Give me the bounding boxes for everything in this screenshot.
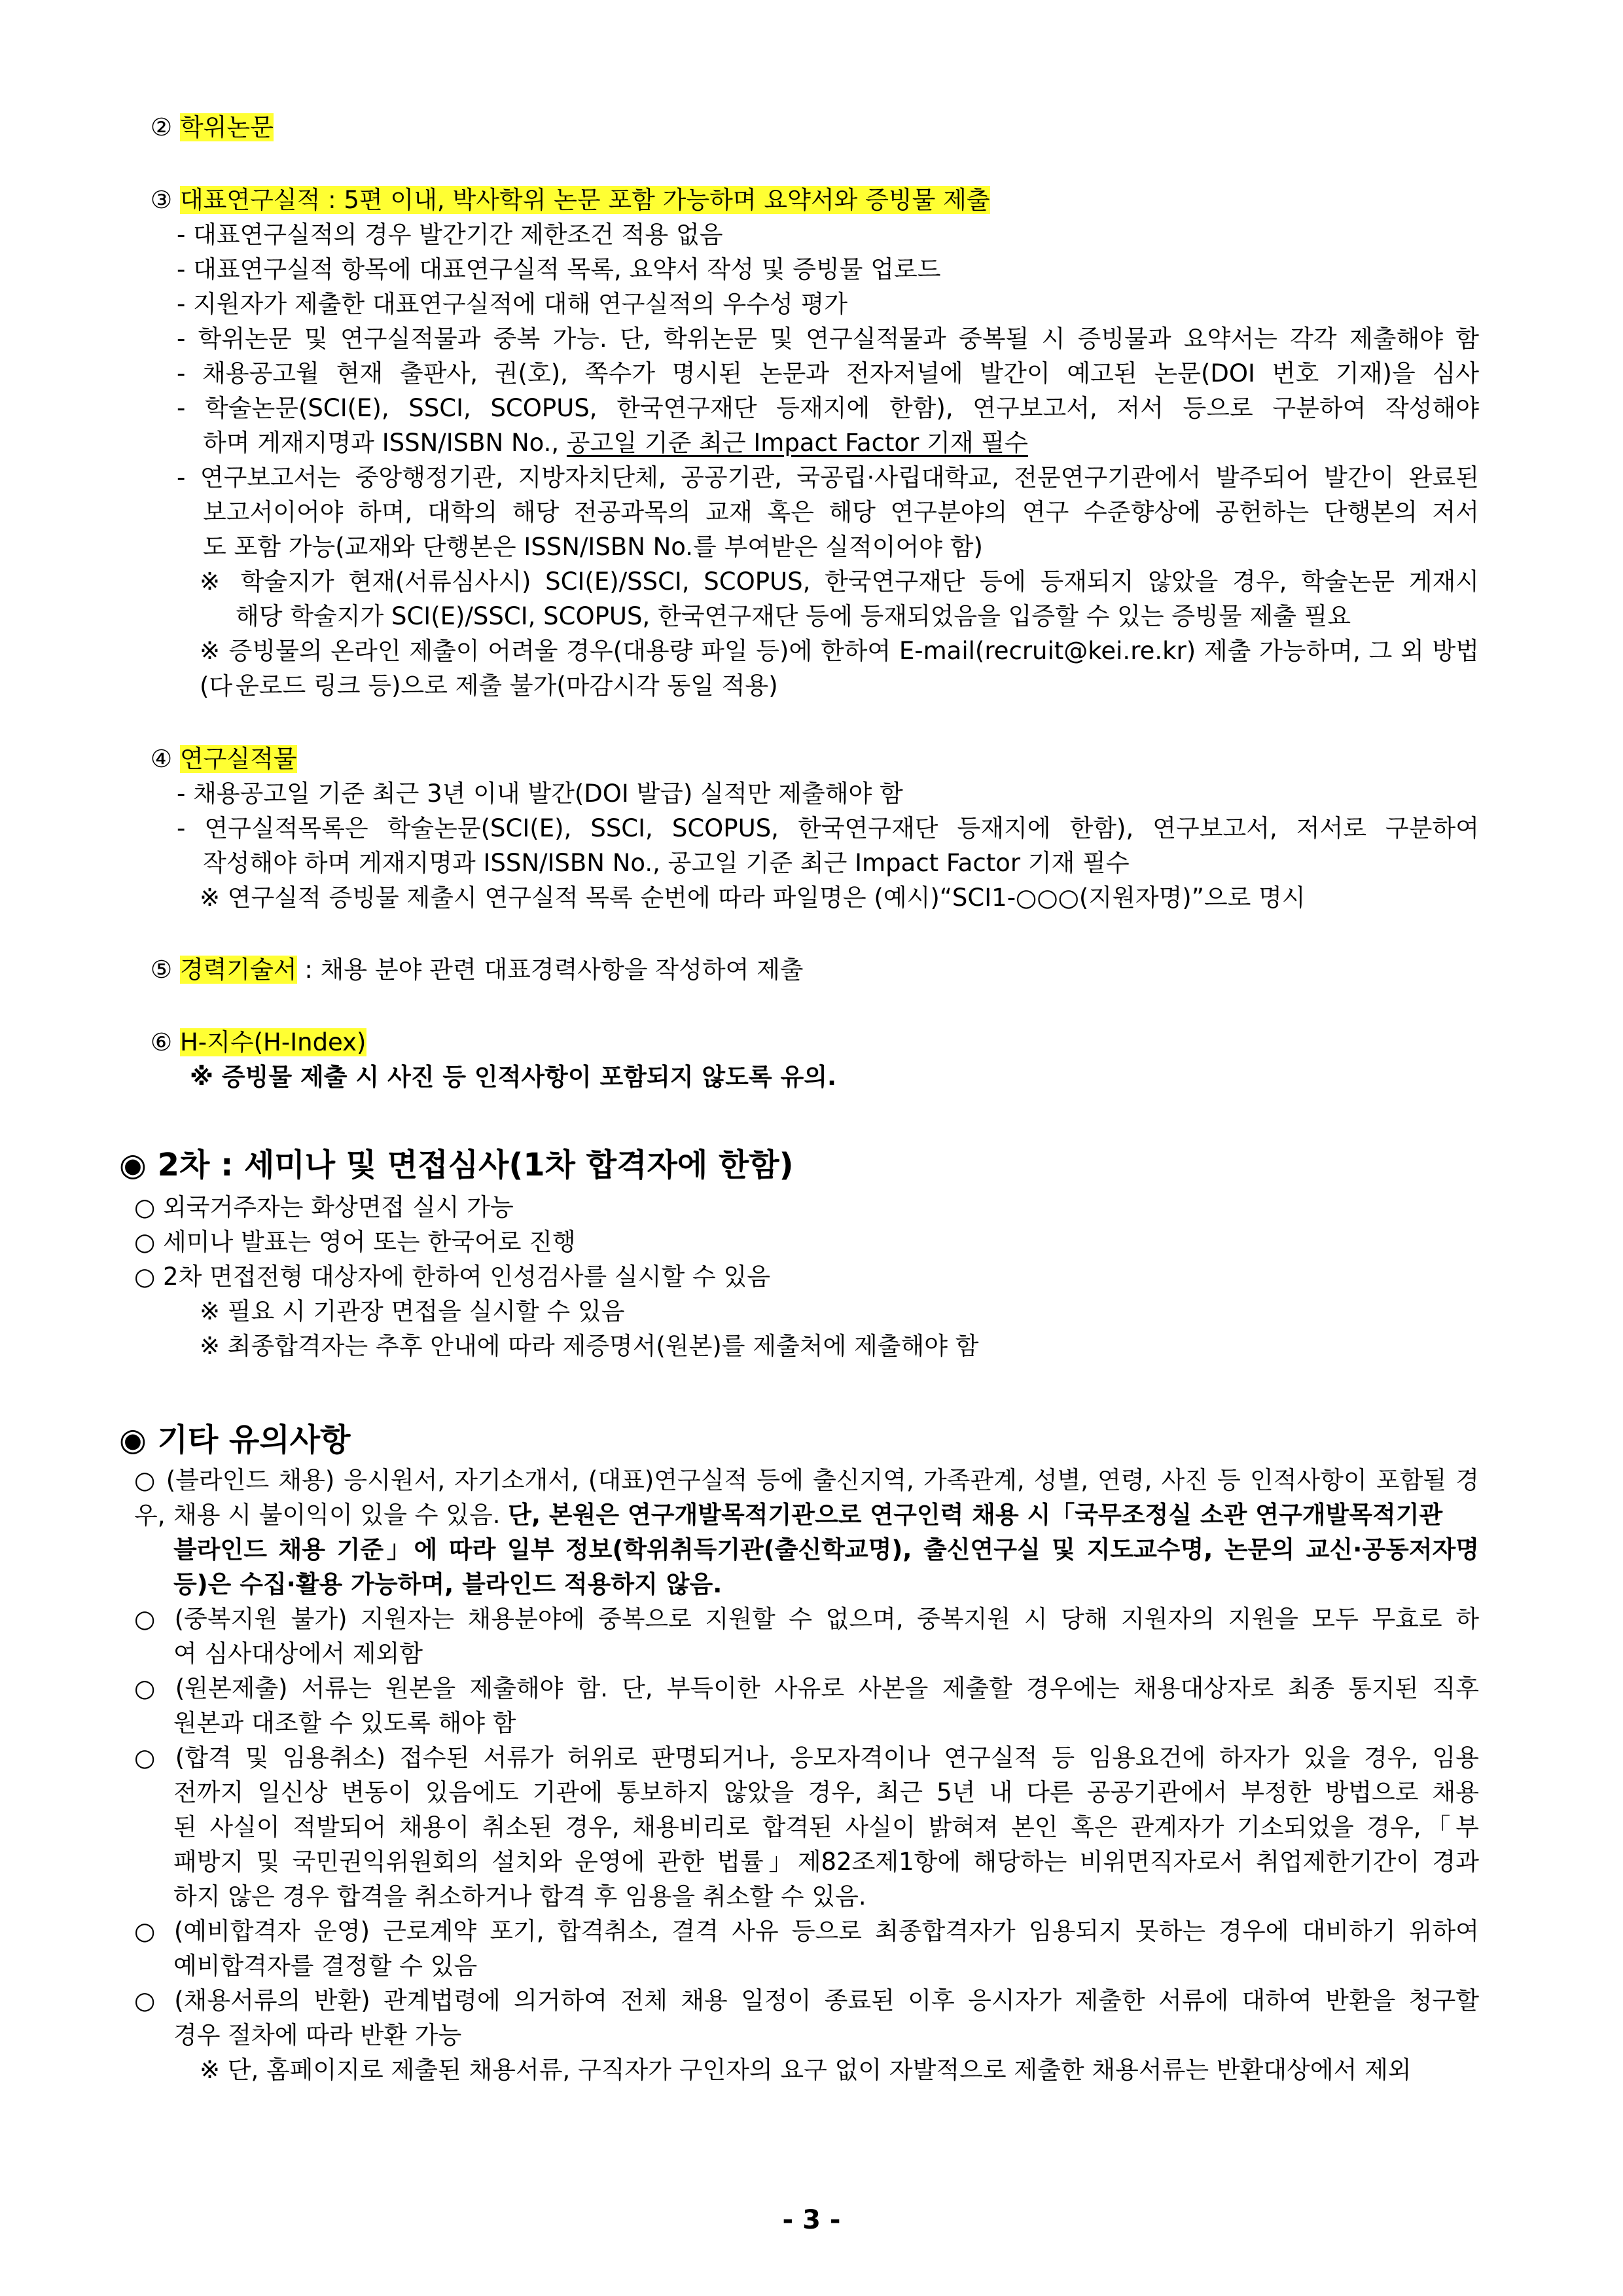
highlighted-title: H-지수(H-Index) — [179, 1028, 366, 1056]
section-heading-2nd-stage: ◉ 2차 : 세미나 및 면접심사(1차 합격자에 한함) — [119, 1147, 794, 1183]
section-5-heading — [151, 952, 804, 988]
list-item-continuation: 여 심사대상에서 제외함 — [173, 1640, 423, 1668]
section-number: ⑤ — [151, 956, 173, 984]
page-number: - 3 - — [782, 2205, 841, 2235]
list-item-continuation: 패방지 및 국민권익위원회의 설치와 운영에 관한 법률」제82조제1항에 해당하는 비위면직자로서 취업제한기간이 경과 — [173, 1848, 1479, 1876]
section-6-heading — [151, 1025, 366, 1060]
list-item-cancellation: ○ (합격 및 임용취소) 접수된 서류가 허위로 판명되거나, 응모자격이나 연구실적 등 임용요건에 하자가 있을 경우, 임용 — [134, 1744, 1479, 1772]
highlighted-title: 연구실적물 — [179, 745, 297, 773]
section-number: ④ — [151, 745, 173, 773]
note-continuation: 운로드 링크 등)으로 제출 불가(마감시각 동일 적용) — [236, 672, 778, 700]
section-number: ② — [151, 113, 173, 141]
note: ※ 증빙물의 온라인 제출이 어려울 경우(대용량 파일 등)에 한하여 E-mail(recruit@kei.re.kr) 제출 가능하며, 그 외 방법(다 — [200, 637, 1479, 700]
list-item: - 학술논문(SCI(E), SSCI, SCOPUS, 한국연구재단 등재지에 한함), 연구보고서, 저서 등으로 구분하여 작성해야 — [177, 394, 1479, 422]
list-item-duplicate: ○ (중복지원 불가) 지원자는 채용분야에 중복으로 지원할 수 없으며, 중복지원 시 당해 지원자의 지원을 모두 무효로 하 — [134, 1605, 1479, 1633]
list-item-continuation: 보고서이어야 하며, 대학의 해당 전공과목의 교재 혹은 해당 연구분야의 연구 수준향상에 공헌하는 단행본의 저서 — [203, 498, 1479, 526]
list-item-continuation: 도 포함 가능(교재와 단행본은 ISSN/ISBN No.를 부여받은 실적이어야 함) — [203, 533, 983, 561]
list-item: - 대표연구실적 항목에 대표연구실적 목록, 요약서 작성 및 증빙물 업로드 — [177, 255, 941, 283]
note: ※ 증빙물 제출 시 사진 등 인적사항이 포함되지 않도록 유의. — [190, 1063, 837, 1091]
highlighted-title: 학위논문 — [179, 113, 274, 141]
highlighted-title: 대표연구실적 : 5편 이내, 박사학위 논문 포함 가능하며 요약서와 증빙물 제출 — [179, 186, 990, 214]
list-item: ○ 2차 면접전형 대상자에 한하여 인성검사를 실시할 수 있음 — [134, 1263, 770, 1291]
list-item: - 대표연구실적의 경우 발간기간 제한조건 적용 없음 — [177, 221, 723, 249]
note: ※ 최종합격자는 추후 안내에 따라 제증명서(원본)를 제출처에 제출해야 함 — [200, 1332, 979, 1360]
list-item-continuation: 작성해야 하며 게재지명과 ISSN/ISBN No., 공고일 기준 최근 Impact Factor 기재 필수 — [203, 849, 1130, 877]
section-2-heading — [151, 110, 274, 145]
note: ※ 단, 홈페이지로 제출된 채용서류, 구직자가 구인자의 요구 없이 자발적으로 제출한 채용서류는 반환대상에서 제외 — [200, 2056, 1412, 2084]
list-item-continuation: 경우 절차에 따라 반환 가능 — [173, 2021, 462, 2049]
section-3-heading — [151, 183, 990, 218]
section-number: ③ — [151, 186, 173, 214]
list-item: - 학위논문 및 연구실적물과 중복 가능. 단, 학위논문 및 연구실적물과 중복될 시 증빙물과 요약서는 각각 제출해야 함 — [177, 325, 1479, 353]
list-item-reserve: ○ (예비합격자 운영) 근로계약 포기, 합격취소, 결격 사유 등으로 최종합격자가 임용되지 못하는 경우에 대비하기 위하여 — [134, 1917, 1479, 1945]
list-item-continuation: 된 사실이 적발되어 채용이 취소된 경우, 채용비리로 합격된 사실이 밝혀져 본인 혹은 관계자가 기소되었을 경우,「부 — [173, 1813, 1479, 1841]
list-item-continuation: 원본과 대조할 수 있도록 해야 함 — [173, 1709, 516, 1737]
list-item-continuation: 예비합격자를 결정할 수 있음 — [173, 1952, 478, 1980]
list-item-continuation: 등)은 수집·활용 가능하며, 블라인드 적용하지 않음. — [173, 1570, 722, 1598]
list-item: - 연구보고서는 중앙행정기관, 지방자치단체, 공공기관, 국공립·사립대학교, 전문연구기관에서 발주되어 발간이 완료된 — [177, 463, 1479, 492]
highlighted-title: 경력기술서 — [179, 956, 297, 984]
list-item-original: ○ (원본제출) 서류는 원본을 제출해야 함. 단, 부득이한 사유로 사본을 제출할 경우에는 채용대상자로 최종 통지된 직후 — [134, 1674, 1479, 1702]
list-item-continuation — [173, 1498, 1442, 1533]
bold-text: 단, 본원은 연구개발목적기관으로 연구인력 채용 시「국무조정실 소관 연구개발목적기관 — [508, 1501, 1443, 1529]
section-heading-other-notes: ◉ 기타 유의사항 — [119, 1422, 351, 1458]
list-item-continuation: 하지 않은 경우 합격을 취소하거나 합격 후 임용을 취소할 수 있음. — [173, 1882, 866, 1910]
list-item: - 채용공고월 현재 출판사, 권(호), 쪽수가 명시된 논문과 전자저널에 발간이 예고된 논문(DOI 번호 기재)을 심사 — [177, 359, 1479, 387]
list-item: ○ 외국거주자는 화상면접 실시 가능 — [134, 1193, 514, 1221]
list-item-continuation — [203, 425, 1028, 461]
plain-text: 채용 시 불이익이 있을 수 있음. — [173, 1501, 501, 1529]
section-4-heading — [151, 742, 297, 777]
section-number: ⑥ — [151, 1028, 173, 1056]
list-item-continuation: 전까지 일신상 변동이 있음에도 기관에 통보하지 않았을 경우, 최근 5년 내 다른 공공기관에서 부정한 방법으로 채용 — [173, 1778, 1479, 1806]
list-item: - 지원자가 제출한 대표연구실적에 대해 연구실적의 우수성 평가 — [177, 290, 847, 318]
list-item: - 연구실적목록은 학술논문(SCI(E), SSCI, SCOPUS, 한국연구재단 등재지에 한함), 연구보고서, 저서로 구분하여 — [177, 814, 1479, 842]
list-item: ○ 세미나 발표는 영어 또는 한국어로 진행 — [134, 1228, 576, 1256]
list-item-continuation: 블라인드 채용 기준」에 따라 일부 정보(학위취득기관(출신학교명), 출신연구실 및 지도교수명, 논문의 교신·공동저자명 — [173, 1535, 1479, 1564]
note: ※ 연구실적 증빙물 제출시 연구실적 목록 순번에 따라 파일명은 (예시)“SCI1-○○○(지원자명)”으로 명시 — [200, 884, 1306, 912]
list-item-blind: ○ (블라인드 채용) 응시원서, 자기소개서, (대표)연구실적 등에 출신지역, 가족관계, 성별, 연령, 사진 등 인적사항이 포함될 경우, — [134, 1466, 1479, 1530]
list-item-return: ○ (채용서류의 반환) 관계법령에 의거하여 전체 채용 일정이 종료된 이후 응시자가 제출한 서류에 대하여 반환을 청구할 — [134, 1986, 1479, 2015]
section-description: : 채용 분야 관련 대표경력사항을 작성하여 제출 — [304, 956, 804, 984]
underlined-text: 공고일 기준 최근 Impact Factor 기재 필수 — [566, 429, 1028, 457]
plain-text: 하며 게재지명과 ISSN/ISBN No., — [203, 429, 560, 457]
note: ※ 필요 시 기관장 면접을 실시할 수 있음 — [200, 1297, 625, 1325]
list-item: - 채용공고일 기준 최근 3년 이내 발간(DOI 발급) 실적만 제출해야 함 — [177, 780, 903, 808]
note: ※ 학술지가 현재(서류심사시) SCI(E)/SSCI, SCOPUS, 한국연구재단 등에 등재되지 않았을 경우, 학술논문 게재시 — [200, 567, 1479, 596]
note-continuation: 해당 학술지가 SCI(E)/SSCI, SCOPUS, 한국연구재단 등에 등재되었음을 입증할 수 있는 증빙물 제출 필요 — [236, 602, 1351, 630]
